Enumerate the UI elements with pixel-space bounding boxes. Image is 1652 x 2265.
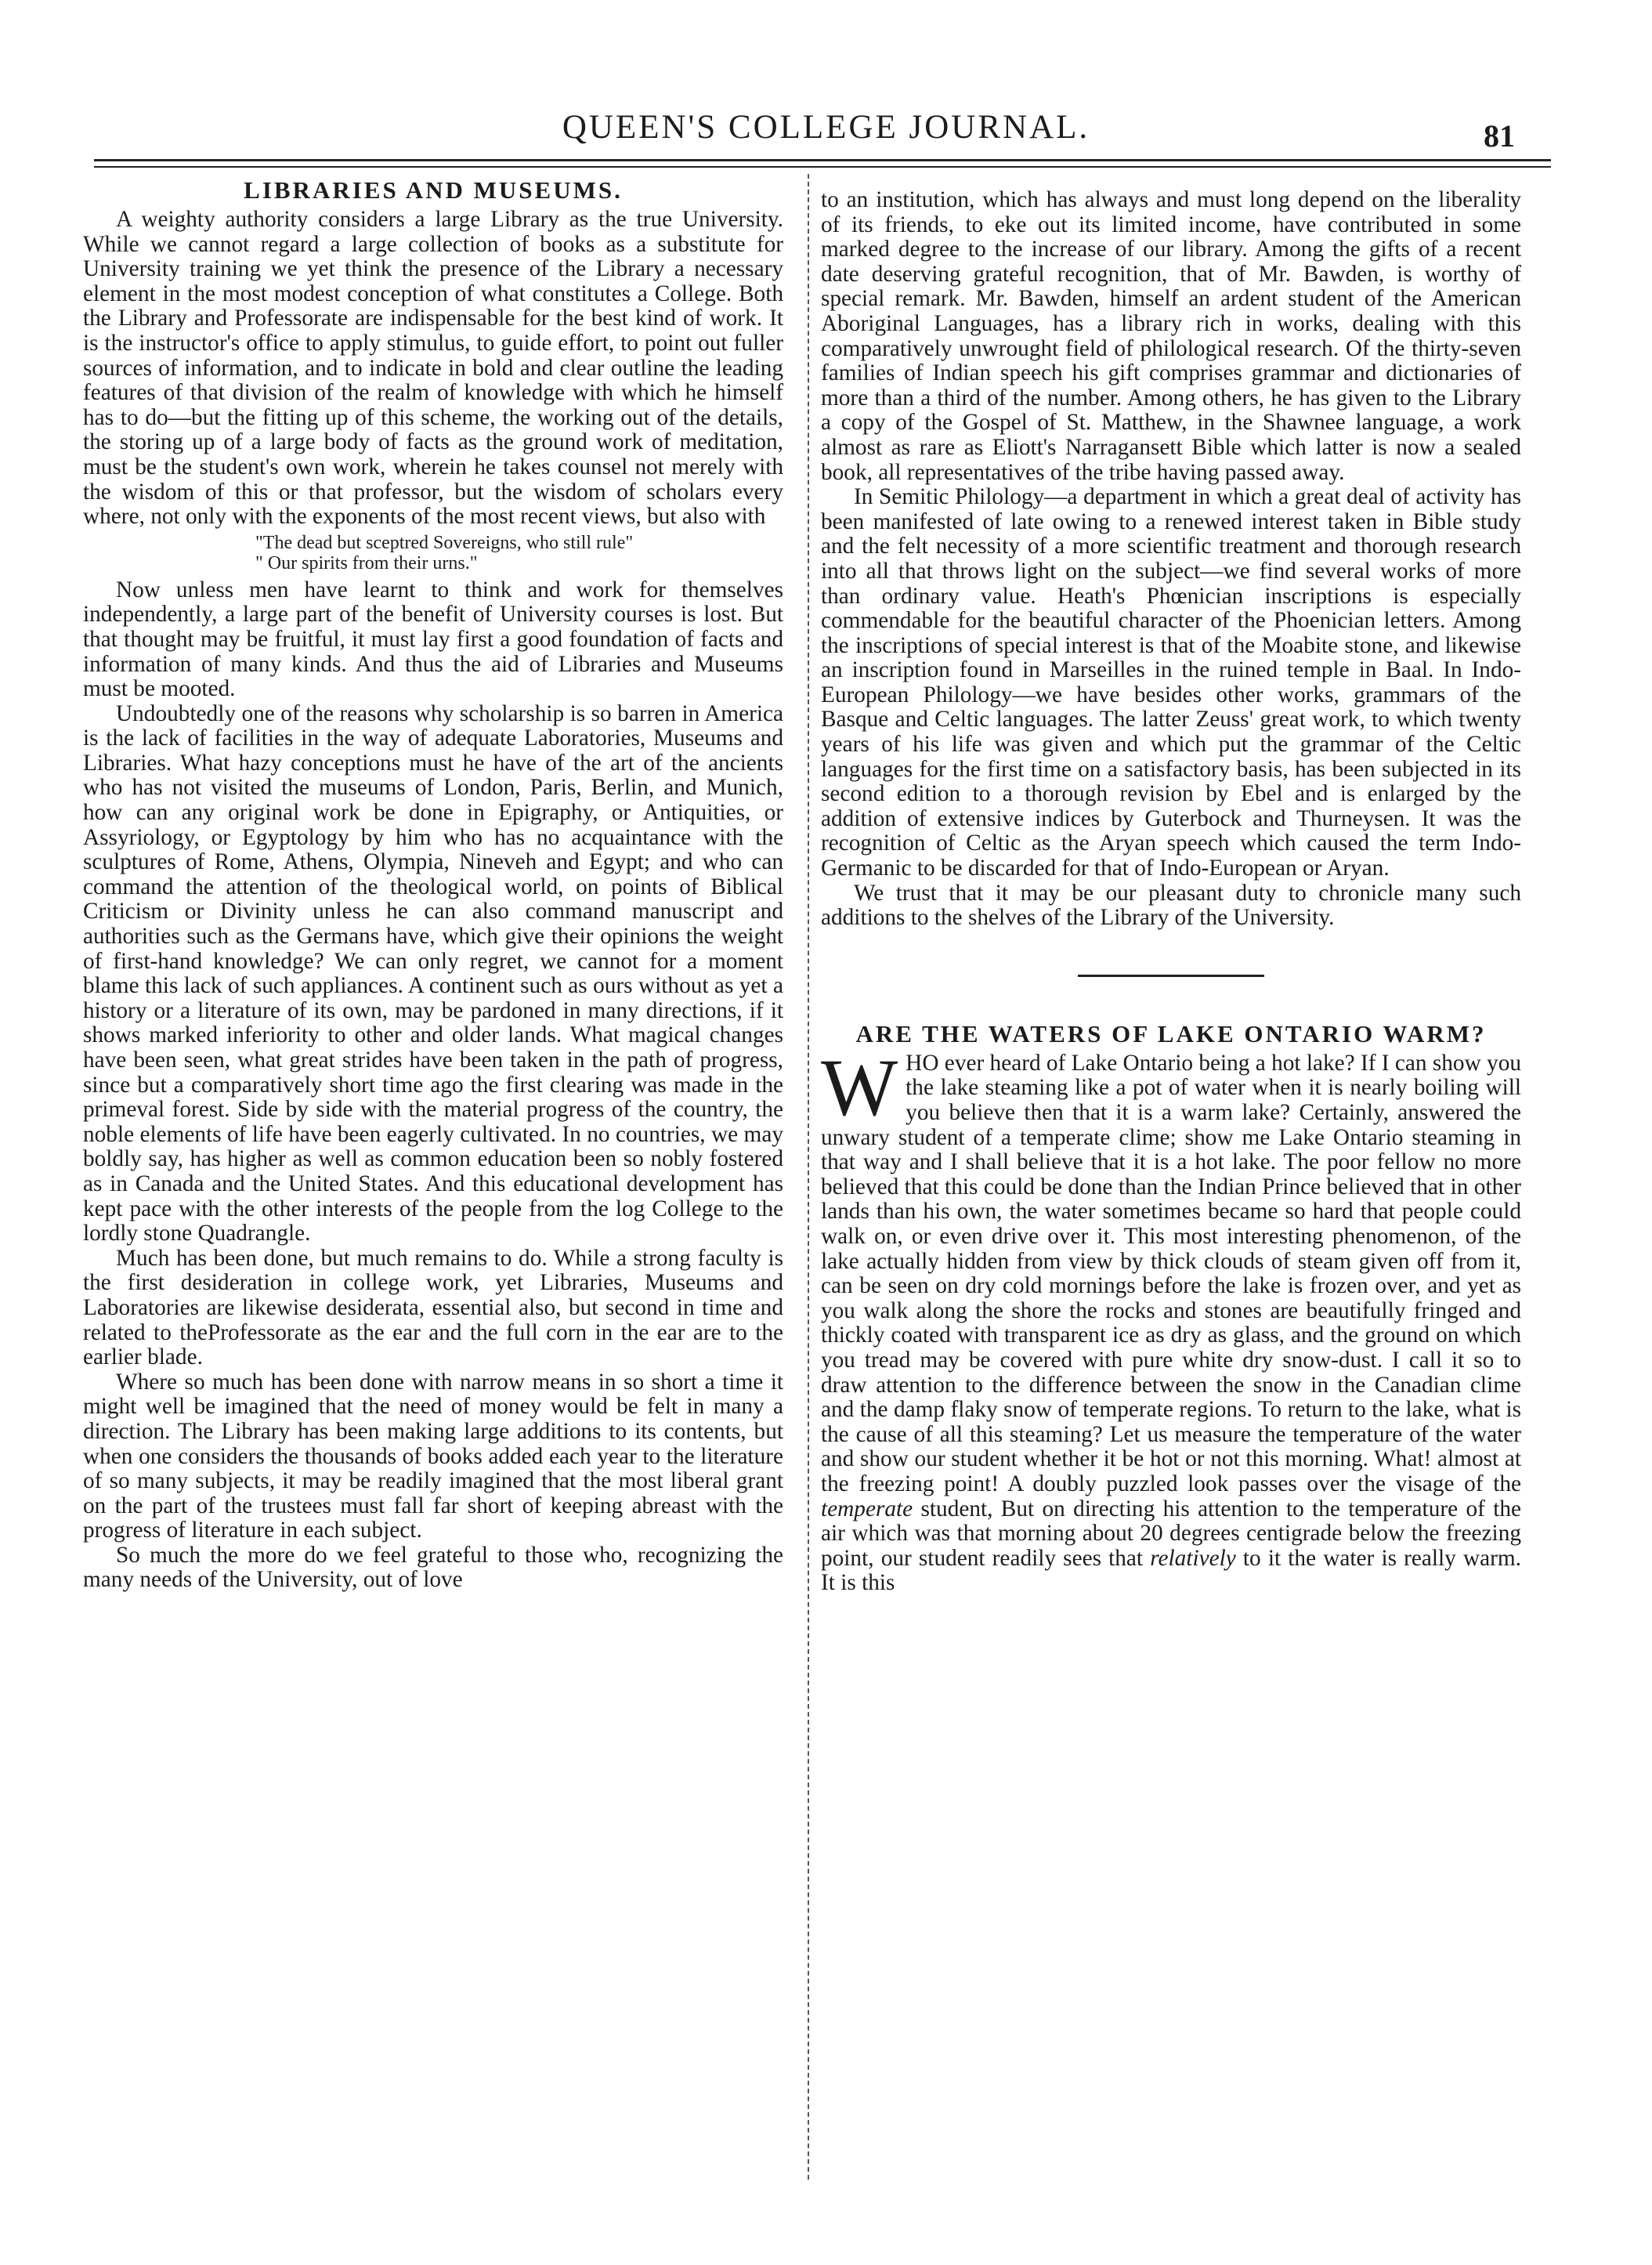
verse-quote [83, 533, 783, 573]
italic-word: temperate [821, 1496, 913, 1521]
italic-word: relatively [1150, 1545, 1236, 1571]
quote-line: " Our spirits from their urns." [255, 552, 478, 573]
paragraph: Undoubtedly one of the reasons why scholarship is so barren in America is the lack of facilities in the way of adequate Laboratories, Museums and Libraries. What hazy conceptions must he have of the art of the ancients who has not visited the museums of London, Paris, Berlin, and Munich, how can any original work be done in Epigraphy, or Antiquities, or Assyriology, or Egyptology by him who has no acquaintance with the sculptures of Rome, Athens, Olympia, Nineveh and Egypt; and who can command the attention of the theological world, on points of Biblical Criticism or Divinity unless he can also command manuscript and authorities such as the Germans have, which give their opinions the weight of first-hand knowledge? We can only regret, we cannot for a moment blame this lack of such appliances. A continent such as ours without as yet a history or a literature of its own, may be pardoned in many directions, if it shows marked inferiority to other and older lands. What magical changes have been seen, what great strides have been taken in the path of progress, since but a comparatively short time ago the first clearing was made in the primeval forest. Side by side with the material progress of the country, the noble elements of life have been eagerly cultivated. In no countries, we may boldly say, has higher as well as common education been so nobly fostered as in Canada and the United States. And this educational development has kept pace with the other interests of the people from the log College to the lordly stone Quadrangle. [83, 700, 783, 1246]
paragraph: Where so much has been done with narrow means in so short a time it might well be imagined that the need of money would be felt in many a direction. The Library has been making large additions to its contents, but when one considers the thousands of books added each year to the literature of so many subjects, it may be readily imagined that the most liberal grant on the part of the trustees must fall far short of keeping abreast with the progress of literature in each subject. [83, 1369, 783, 1543]
right-column [821, 188, 1521, 1596]
left-column [83, 177, 783, 1593]
page-number: 81 [1484, 118, 1515, 154]
journal-title: QUEEN'S COLLEGE JOURNAL. [562, 109, 1090, 146]
text-run: to it the water is really warm. It is this [821, 1545, 1522, 1596]
text-run: HO ever heard of Lake Ontario being a hot lake? If I can show you the lake steaming like a pot of water when it is nearly boiling will you believe then that it is a warm lake? Certainly, answered the unwary student of a temperate clime; show me Lake Ontario steaming in that way and I shall believe that it is a hot lake. The poor fellow no more believed that this could be done than the Indian Prince believed that in other lands than his own, the water sometimes became so hard that people could walk on, or even drive over it. This most interesting phenomenon, of the lake actually hidden from view by thick clouds of steam given off from it, can be seen on dry cold mornings before the lake is frozen over, and yet as you walk along the shore the rocks and stones are beautifully fringed and thickly coated with transparent ice as dry as glass, and the ground on which you tread may be covered with pure white dry snow-dust. I call it so to draw attention to the difference between the snow in the Canadian clime and the damp flaky snow of temperate regions. To return to the lake, what is the cause of all this steaming? Let us measure the temperature of the water and show our student whether it be hot or not this morning. What! almost at the freezing point! A doubly puzzled look passes over the visage of the [821, 1050, 1521, 1496]
section-divider [1078, 975, 1264, 977]
paragraph: A weighty authority considers a large Library as the true University. While we cannot regard a large collection of books as a substitute for University training we yet think the presence of the Library a necessary element in the most modest conception of what constitutes a College. Both the Library and Professorate are indispensable for the best kind of work. It is the instructor's office to apply stimulus, to guide effort, to point out fuller sources of information, and to indicate in bold and clear outline the leading features of that division of the realm of knowledge with which he himself has to do—but the fitting up of this scheme, the working out of the details, the storing up of a large body of facts as the ground work of meditation, must be the student's own work, wherein he takes counsel not merely with the wisdom of this or that professor, but the wisdom of scholars every where, not only with the exponents of the most recent views, but also with [83, 207, 783, 530]
paragraph-continued: to an institution, which has always and must long depend on the liberality of its friends, to eke out its limited income, have contributed in some marked degree to the increase of our library. Among the gifts of a recent date deserving grateful recognition, that of Mr. Bawden, is worthy of special remark. Mr. Bawden, himself an ardent student of the American Aboriginal Languages, has a library rich in works, dealing with this comparatively unwrought field of philological research. Of the thirty-seven families of Indian speech his gift comprises grammar and dictionaries of more than a third of the number. Among others, he has given to the Library a copy of the Gospel of St. Matthew, in the Shawnee language, a work almost as rare as Eliott's Narragansett Bible which latter is now a sealed book, all representatives of the tribe having passed away. [821, 187, 1521, 485]
paragraph: Now unless men have learnt to think and work for themselves independently, a large part of the benefit of University courses is lost. But that thought may be fruitful, it must lay first a good foundation of facts and information of many kinds. And thus the aid of Libraries and Museums must be mooted. [83, 577, 783, 702]
quote-line: "The dead but sceptred Sovereigns, who still rule" [255, 532, 634, 553]
paragraph: In Semitic Philology—a department in which a great deal of activity has been manifested of late owing to a renewed interest taken in Bible study and the felt necessity of a more scientific treatment and thorough research into all that throws light on the subject—we find several works of more than ordinary value. Heath's Phœnician inscriptions is especially commendable for the beautiful character of the Phoenician letters. Among the inscriptions of special interest is that of the Moabite stone, and likewise an inscription found in Marseilles in the ruined temple in Baal. In Indo-European Philology—we have besides other works, grammars of the Basque and Celtic languages. The latter Zeuss' great work, to which twenty years of his life was given and which put the grammar of the Celtic languages for the first time on a satisfactory basis, has been subjected in its second edition to a thorough revision by Ebel and is enlarged by the addition of extensive indices by Guterbock and Thurneysen. It was the recognition of Celtic as the Aryan speech which caused the term Indo-Germanic to be discarded for that of Indo-European or Aryan. [821, 484, 1521, 881]
paragraph [821, 1042, 1522, 1596]
article-heading-libraries: LIBRARIES AND MUSEUMS. [244, 176, 623, 204]
text-run: student, But on directing his attention to the temperature of the air which was that morning about 20 degrees centigrade below the freezing point, our student readily sees that [821, 1496, 1521, 1571]
masthead [0, 108, 1652, 155]
paragraph: Much has been done, but much remains to do. While a strong faculty is the first desideration in college work, yet Libraries, Museums and Laboratories are likewise desiderata, essential also, but second in time and related to theProfessorate as the ear and the full corn in the ear are to the earlier blade. [83, 1245, 783, 1370]
header-rule-thick [94, 159, 1551, 161]
drop-cap: W [821, 1042, 898, 1133]
paragraph: We trust that it may be our pleasant duty to chronicle many such additions to the shelves of the Library of the University. [821, 880, 1521, 931]
column-separator [808, 174, 811, 2180]
header-rule-thin [94, 166, 1551, 168]
article-heading-lake-ontario: ARE THE WATERS OF LAKE ONTARIO WARM? [855, 1019, 1487, 1047]
paragraph: So much the more do we feel grateful to those who, recognizing the many needs of the University, out of love [83, 1542, 783, 1593]
